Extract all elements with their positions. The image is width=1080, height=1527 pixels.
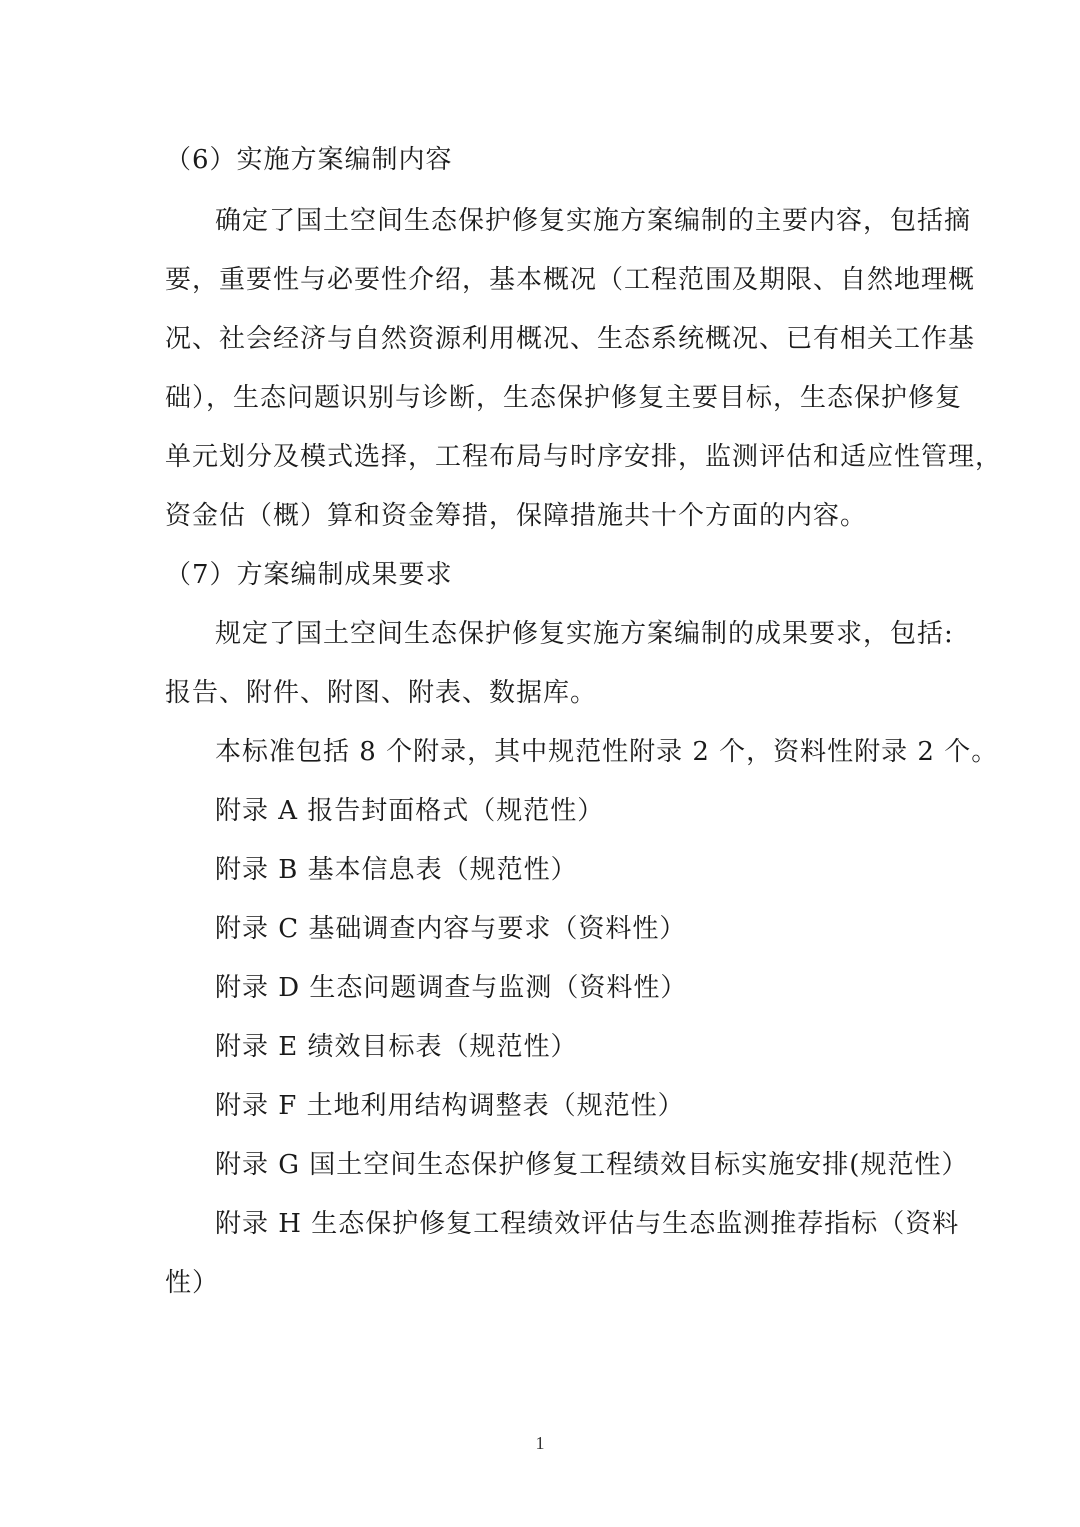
appendix-c: 附录 C 基础调查内容与要求（资料性） [215,914,687,944]
appendix-e: 附录 E 绩效目标表（规范性） [215,1032,578,1062]
section-6-paragraph-line-3: 况、社会经济与自然资源利用概况、生态系统概况、已有相关工作基 [165,324,976,354]
section-6-paragraph-line-6: 资金估（概）算和资金筹措，保障措施共十个方面的内容。 [165,501,868,531]
appendix-h: 附录 H 生态保护修复工程绩效评估与生态监测推荐指标（资料 [215,1209,960,1239]
appendix-b: 附录 B 基本信息表（规范性） [215,855,578,885]
appendix-h-continuation: 性） [165,1268,220,1298]
section-6-paragraph-line-4: 础），生态问题识别与诊断，生态保护修复主要目标，生态保护修复 [165,383,963,413]
section-7-heading: （7）方案编制成果要求 [165,560,453,590]
appendix-summary: 本标准包括 8 个附录，其中规范性附录 2 个，资料性附录 2 个。 [215,737,999,767]
section-6-paragraph-line-5: 单元划分及模式选择，工程布局与时序安排，监测评估和适应性管理， [165,442,1003,472]
appendix-f: 附录 F 土地利用结构调整表（规范性） [215,1091,685,1121]
section-6-heading: （6）实施方案编制内容 [165,145,453,175]
section-7-paragraph-line-2: 报告、附件、附图、附表、数据库。 [165,678,598,708]
appendix-a: 附录 A 报告封面格式（规范性） [215,796,605,826]
appendix-d: 附录 D 生态问题调查与监测（资料性） [215,973,688,1003]
page-number: 1 [535,1433,545,1453]
section-6-paragraph-line-2: 要，重要性与必要性介绍，基本概况（工程范围及期限、自然地理概 [165,265,976,295]
section-7-paragraph-line-1: 规定了国土空间生态保护修复实施方案编制的成果要求，包括: [215,619,954,649]
appendix-g: 附录 G 国土空间生态保护修复工程绩效目标实施安排(规范性） [215,1150,969,1180]
section-6-paragraph-line-1: 确定了国土空间生态保护修复实施方案编制的主要内容，包括摘 [215,206,972,236]
